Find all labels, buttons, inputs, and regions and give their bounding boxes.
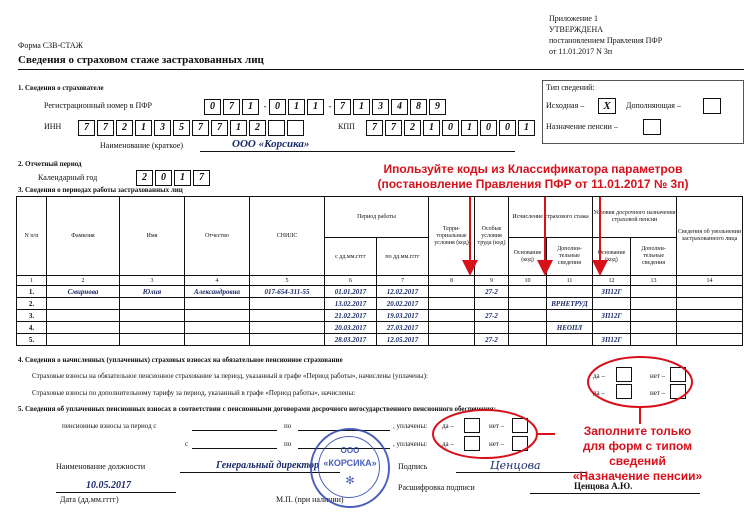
year-digit: 1: [174, 170, 191, 186]
reg-number-label: Регистрационный номер в ПФР: [44, 101, 152, 110]
org-name-value[interactable]: ООО «Корсика»: [232, 138, 310, 150]
fill-callout-line3: «Назначение пенсии»: [572, 469, 703, 483]
cell-from[interactable]: 28.03.2017: [325, 334, 377, 346]
cell-name[interactable]: Юлия: [120, 286, 185, 298]
reg-digit: 7: [334, 99, 351, 115]
appendix-line2: УТВЕРЖДЕНА: [549, 25, 604, 34]
fill-callout-line2: для форм с типом сведений: [582, 439, 693, 468]
inn-label: ИНН: [44, 122, 62, 131]
col-header-num: N п/п: [17, 197, 47, 276]
cell-num: 1.: [17, 286, 47, 298]
col-header-snils: СНИЛС: [250, 197, 325, 276]
decode-label: Расшифровка подписи: [398, 483, 475, 492]
sec4-yes-label-1: да –: [593, 372, 605, 380]
reg-digit: 7: [223, 99, 240, 115]
sec5-yes-label-2: да –: [442, 440, 454, 448]
col-number: 14: [677, 276, 743, 286]
appendix-line3: постановлением Правления ПФР: [549, 36, 663, 45]
cell-patronymic[interactable]: Александровна: [185, 286, 250, 298]
initial-type-checkbox[interactable]: Х: [598, 98, 616, 114]
inn-digit: 7: [211, 120, 228, 136]
inn-digit: 7: [78, 120, 95, 136]
info-type-header: Тип сведений:: [546, 83, 595, 92]
col-header-early: Условия досрочного назначения страховой пенсии: [593, 197, 677, 238]
col-number: 9: [475, 276, 509, 286]
col-header-to: по дд.мм.гггг: [377, 238, 429, 276]
sec5-paid-label-2: , уплачены:: [393, 440, 428, 448]
col-number: 10: [509, 276, 547, 286]
cell-num: 5.: [17, 334, 47, 346]
cell-from[interactable]: 21.02.2017: [325, 310, 377, 322]
reg-digit: 8: [410, 99, 427, 115]
inn-digit: 1: [135, 120, 152, 136]
inn-digit: 7: [192, 120, 209, 136]
sec5-no-label-1: нет –: [489, 422, 505, 430]
stamp-top-text: ООО: [340, 446, 360, 455]
col-number: 6: [325, 276, 377, 286]
col-header-period: Период работы: [325, 197, 429, 238]
col-number: 2: [47, 276, 120, 286]
col-number: 12: [593, 276, 631, 286]
sec5-contrib-label: пенсионные взносы за период с: [62, 422, 157, 430]
kpp-digit: 1: [518, 120, 535, 136]
kpp-digit: 1: [461, 120, 478, 136]
col-header-dismissal: Сведения об увольнении застрахованного лица: [677, 197, 743, 276]
col-header-early-basis: Основание (код): [593, 238, 631, 276]
col-number: 13: [631, 276, 677, 286]
col-header-territorial: Терри-ториальные условия (код): [429, 197, 475, 276]
sec4-line2: Страховые взносы по дополнительному тарифу за период, указанный в графе «Период работы», начислены:: [32, 389, 356, 397]
sec4-no-label-2: нет –: [650, 389, 666, 397]
sec4-line1: Страховые взносы на обязательное пенсионное страхование за период, указанный в графе «Период работы», начислены (уплачены):: [32, 372, 428, 380]
cell-num: 3.: [17, 310, 47, 322]
sec5-yes-label-1: да –: [442, 422, 454, 430]
inn-digit: 5: [173, 120, 190, 136]
sec4-checkboxes-oval: [588, 357, 692, 407]
year-digit: 0: [155, 170, 172, 186]
cell-early-basis[interactable]: ЗП12Г: [593, 334, 631, 346]
fill-callout-line1: Заполните только: [583, 424, 692, 438]
appendix-line4: от 11.01.2017 N 3п: [549, 47, 613, 56]
cell-special[interactable]: 27-2: [475, 310, 509, 322]
col-header-special: Особые условия труда (код): [475, 197, 509, 276]
codes-callout-line2: (постановление Правления ПФР от 11.01.2017 № 3п): [377, 177, 689, 191]
kpp-digit: 0: [499, 120, 516, 136]
kpp-digit: 7: [366, 120, 383, 136]
col-number: 5: [250, 276, 325, 286]
cell-calc-extra[interactable]: ВРНЕТРУД: [547, 298, 593, 310]
section1-header: 1. Сведения о страхователе: [18, 84, 104, 92]
reg-digit: 1: [307, 99, 324, 115]
cell-snils[interactable]: 017-654-311-55: [250, 286, 325, 298]
col-header-surname: Фамилия: [47, 197, 120, 276]
supplement-type-label: Дополняющая –: [626, 101, 681, 110]
initial-type-label: Исходная –: [546, 101, 585, 110]
col-number: 8: [429, 276, 475, 286]
sec5-paid-label-1: , уплачены:: [393, 422, 428, 430]
reg-digit: 9: [429, 99, 446, 115]
col-header-from: с дд.мм.гггг: [325, 238, 377, 276]
pension-type-label: Назначение пенсии –: [546, 122, 618, 131]
cell-from[interactable]: 01.01.2017: [325, 286, 377, 298]
section2-header: 2. Отчетный период: [18, 160, 82, 168]
inn-digit: 2: [116, 120, 133, 136]
cell-to[interactable]: 12.02.2017: [377, 286, 429, 298]
stamp-place-label: М.П. (при наличии): [276, 495, 344, 504]
reg-digit: 4: [391, 99, 408, 115]
sec4-no-label-1: нет –: [650, 372, 666, 380]
col-number: 11: [547, 276, 593, 286]
cell-calc-extra[interactable]: НЕОПЛ: [547, 322, 593, 334]
reg-digit: 1: [288, 99, 305, 115]
reg-digit: 0: [269, 99, 286, 115]
org-name-label: Наименование (краткое): [100, 141, 184, 150]
inn-digit: 7: [97, 120, 114, 136]
col-number: 4: [185, 276, 250, 286]
cell-early-basis[interactable]: ЗП12Г: [593, 286, 631, 298]
col-number: 3: [120, 276, 185, 286]
section5-header: 5. Сведения об уплаченных пенсионных взносах в соответствии с пенсионными договорами досрочного негосударственного пенсионного обеспечения:: [18, 405, 496, 413]
col-header-name: Имя: [120, 197, 185, 276]
col-header-calc: Исчисление страхового стажа: [509, 197, 593, 238]
cell-from[interactable]: 13.02.2017: [325, 298, 377, 310]
kpp-digit: 1: [423, 120, 440, 136]
date-value[interactable]: 10.05.2017: [86, 480, 131, 491]
sec4-yes-label-2: да –: [593, 389, 605, 397]
sec5-no-label-2: нет –: [489, 440, 505, 448]
cell-num: 4.: [17, 322, 47, 334]
cell-special[interactable]: 27-2: [475, 286, 509, 298]
col-number: 7: [377, 276, 429, 286]
cell-from[interactable]: 20.03.2017: [325, 322, 377, 334]
year-label: Календарный год: [38, 173, 98, 182]
reg-digit: 0: [204, 99, 221, 115]
page-title: Сведения о страховом стаже застрахованных лиц: [18, 54, 264, 66]
form-name: Форма СЗВ-СТАЖ: [18, 41, 83, 50]
date-label: Дата (дд.мм.гггг): [60, 495, 119, 504]
col-number: 1: [17, 276, 47, 286]
inn-digit: 1: [230, 120, 247, 136]
codes-callout-line1: Ипользуйте коды из Классификатора параметров: [383, 162, 683, 176]
kpp-label: КПП: [338, 122, 355, 131]
cell-to[interactable]: 12.05.2017: [377, 334, 429, 346]
cell-to[interactable]: 27.03.2017: [377, 322, 429, 334]
inn-digit: 3: [154, 120, 171, 136]
kpp-digit: 0: [442, 120, 459, 136]
signature-scribble: Ценцова: [490, 459, 541, 472]
sec5-to-label-1: по: [284, 422, 292, 430]
section3-header: 3. Сведения о периодах работы застрахованных лиц: [18, 186, 183, 194]
sec5-from-label-2: с: [185, 440, 189, 448]
reg-digit: 1: [353, 99, 370, 115]
stamp-star-icon: ✻: [345, 475, 355, 487]
cell-surname[interactable]: Смирнова: [47, 286, 120, 298]
reg-separator: -: [263, 101, 267, 111]
col-header-calc-extra: Дополни-тельные сведения: [547, 238, 593, 276]
cell-to[interactable]: 19.03.2017: [377, 310, 429, 322]
kpp-digit: 7: [385, 120, 402, 136]
reg-digit: 1: [242, 99, 259, 115]
sec5-checkboxes-oval: [433, 410, 537, 458]
inn-digit: 2: [249, 120, 266, 136]
position-value[interactable]: Генеральный директор: [216, 460, 319, 471]
decode-value[interactable]: Ценцова А.Ю.: [574, 481, 633, 491]
kpp-digit: 2: [404, 120, 421, 136]
appendix-line1: Приложение 1: [549, 14, 598, 23]
cell-num: 2.: [17, 298, 47, 310]
col-header-patronymic: Отчество: [185, 197, 250, 276]
reg-digit: 3: [372, 99, 389, 115]
kpp-digit: 0: [480, 120, 497, 136]
col-header-early-extra: Дополни-тельные сведения: [631, 238, 677, 276]
col-header-calc-basis: Основание (код): [509, 238, 547, 276]
stamp-name-text: «КОРСИКА»: [323, 458, 377, 468]
position-label: Наименование должности: [56, 462, 146, 471]
signature-label: Подпись: [398, 462, 428, 471]
year-digit: 7: [193, 170, 210, 186]
sec5-to-label-2: по: [284, 440, 292, 448]
year-digit: 2: [136, 170, 153, 186]
section4-header: 4. Сведения о начисленных (уплаченных) страховых взносах на обязательное пенсионное страхование: [18, 356, 343, 364]
cell-early-basis[interactable]: ЗП12Г: [593, 310, 631, 322]
reg-separator: -: [328, 101, 332, 111]
cell-to[interactable]: 20.02.2017: [377, 298, 429, 310]
cell-special[interactable]: 27-2: [475, 334, 509, 346]
